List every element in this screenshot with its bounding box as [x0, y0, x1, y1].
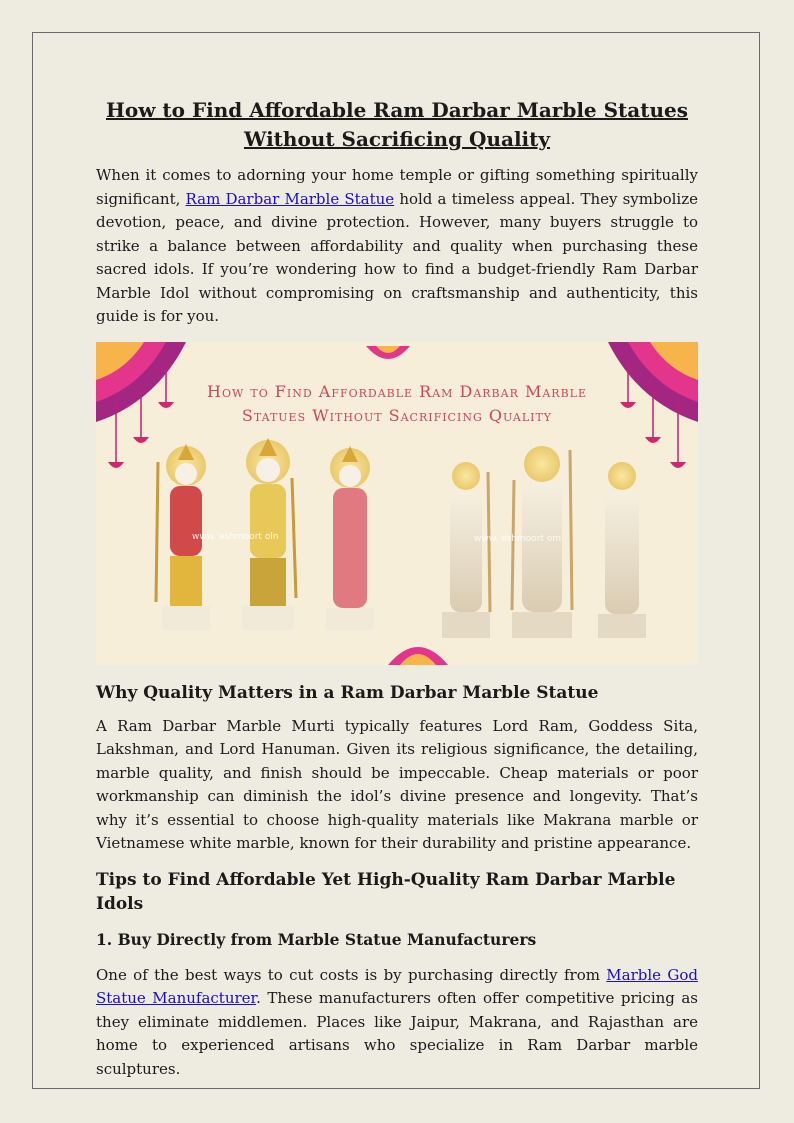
- banner-heading-line2: Statues Without Sacrificing Quality: [241, 405, 553, 425]
- mandala-bottom: [388, 647, 448, 665]
- document-title: How to Find Affordable Ram Darbar Marble Statues Without Sacrificing Quality: [105, 98, 689, 151]
- section2-text-before: One of the best ways to cut costs is by purchasing directly from: [96, 965, 607, 984]
- banner-image: [96, 342, 698, 665]
- section1-heading: Why Quality Matters in a Ram Darbar Marble Statue: [96, 682, 599, 703]
- document-content: [96, 96, 698, 1081]
- intro-text-after: hold a timeless appeal. They symbolize devotion, peace, and divine protection. However, many buyers struggle to strike a balance between affordability and quality when purchasing these sacred idols. If you’re wondering how to find a budget-friendly Ram Darbar Marble Idol without compromising on craftsmanship and authenticity, this guide is for you.: [96, 189, 699, 325]
- marble-god-statue-manufacturer-link[interactable]: Marble God Statue Manufacturer: [96, 965, 698, 1007]
- mandala-top: [366, 346, 410, 359]
- intro-text-before: When it comes to adorning your home temple or gifting something spiritually significant,: [96, 166, 698, 208]
- intro-paragraph: [96, 164, 698, 329]
- section2-text-after: . These manufacturers often offer competitive pricing as they eliminate middlemen. Places like Jaipur, Makrana, and Rajasthan are home to experienced artisans who specialize in Ram Darbar marble sculptures.: [96, 989, 698, 1078]
- section2-paragraph: [96, 964, 698, 1082]
- section2-subheading: 1. Buy Directly from Marble Statue Manufacturers: [96, 929, 537, 949]
- ram-darbar-statue-link[interactable]: Ram Darbar Marble Statue: [185, 189, 395, 208]
- section2-heading: Tips to Find Affordable Yet High-Quality Ram Darbar Marble Idols: [96, 869, 676, 914]
- banner-heading-line1: How to Find Affordable Ram Darbar Marble: [207, 381, 587, 401]
- banner-heading: [96, 380, 698, 428]
- section1-paragraph: A Ram Darbar Marble Murti typically features Lord Ram, Goddess Sita, Lakshman, and Lord Hanuman. Given its religious significance, the detailing, marble quality, and finish should be impeccable. Cheap materials or poor workmanship can diminish the idol’s divine presence and longevity. That’s why it’s essential to choose high-quality materials like Makrana marble or Vietnamese white marble, known for their durability and pristine appearance.: [96, 716, 698, 852]
- watermark-left: www. eshmoort oln: [192, 531, 279, 542]
- watermark-right: www. eshmoort om: [474, 533, 562, 544]
